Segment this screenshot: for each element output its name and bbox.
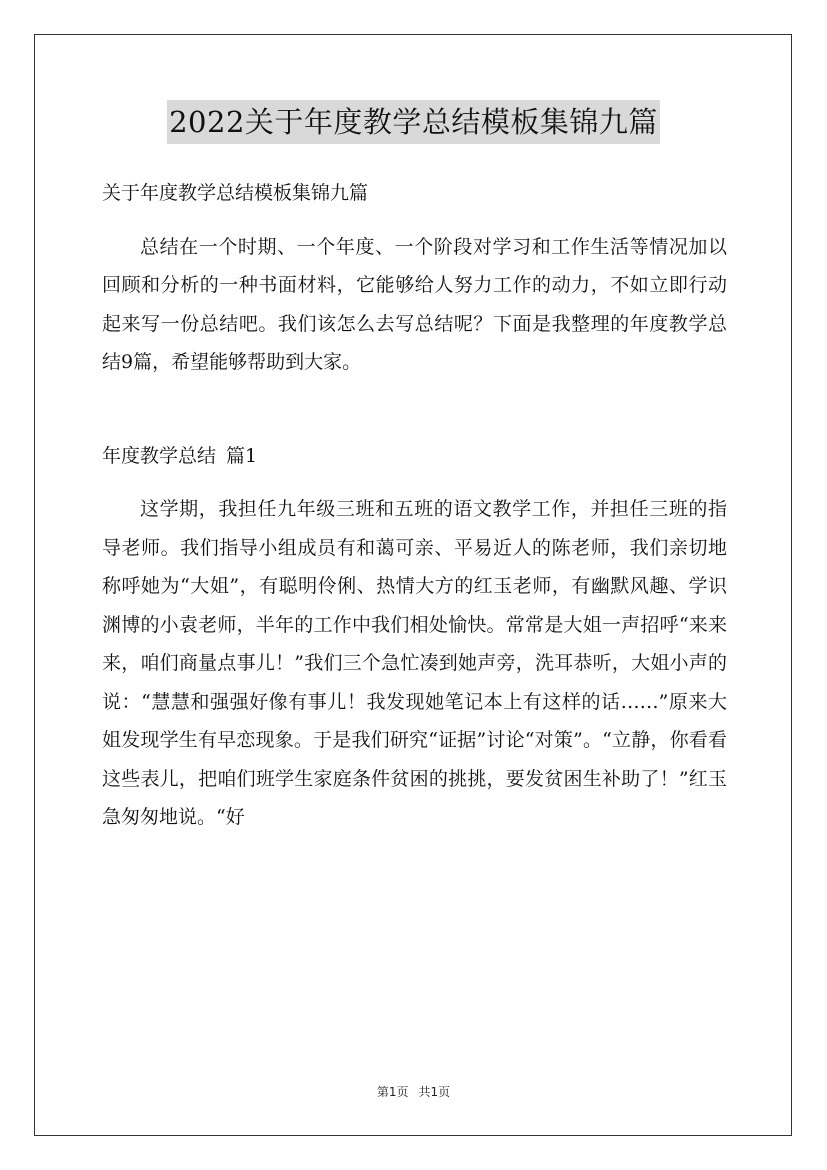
document-body <box>102 174 727 970</box>
page-number: 第1页 <box>376 1085 409 1099</box>
document-title-wrapper <box>0 99 827 144</box>
section-paragraph: 这学期，我担任九年级三班和五班的语文教学工作，并担任三班的指导老师。我们指导小组成员有和蔼可亲、平易近人的陈老师，我们亲切地称呼她为“大姐”，有聪明伶俐、热情大方的红玉老师，有幽默风趣、学识渊博的小袁老师，半年的工作中我们相处愉快。常常是大姐一声招呼“来来来，咱们商量点事儿！”我们三个急忙凑到她声旁，洗耳恭听，大姐小声的说：“慧慧和强强好像有事儿！我发现她笔记本上有这样的话……”原来大姐发现学生有早恋现象。于是我们研究“证据”讨论“对策”。“立静，你看看这些表儿，把咱们班学生家庭条件贫困的挑挑，要发贫困生补助了！”红玉急匆匆地说。“好 <box>102 498 727 828</box>
intro-paragraph: 总结在一个时期、一个年度、一个阶段对学习和工作生活等情况加以回顾和分析的一种书面材料，它能够给人努力工作的动力，不如立即行动起来写一份总结吧。我们该怎么去写总结呢？下面是我整理的年度教学总结9篇，希望能够帮助到大家。 <box>102 235 727 373</box>
page-total: 共1页 <box>418 1085 451 1099</box>
section-heading <box>102 437 727 476</box>
section-number: 篇1 <box>226 444 258 467</box>
section-heading-text: 年度教学总结 <box>102 444 217 467</box>
document-subtitle: 关于年度教学总结模板集锦九篇 <box>102 182 369 204</box>
page-footer <box>0 1083 827 1100</box>
document-title: 2022关于年度教学总结模板集锦九篇 <box>167 100 660 144</box>
